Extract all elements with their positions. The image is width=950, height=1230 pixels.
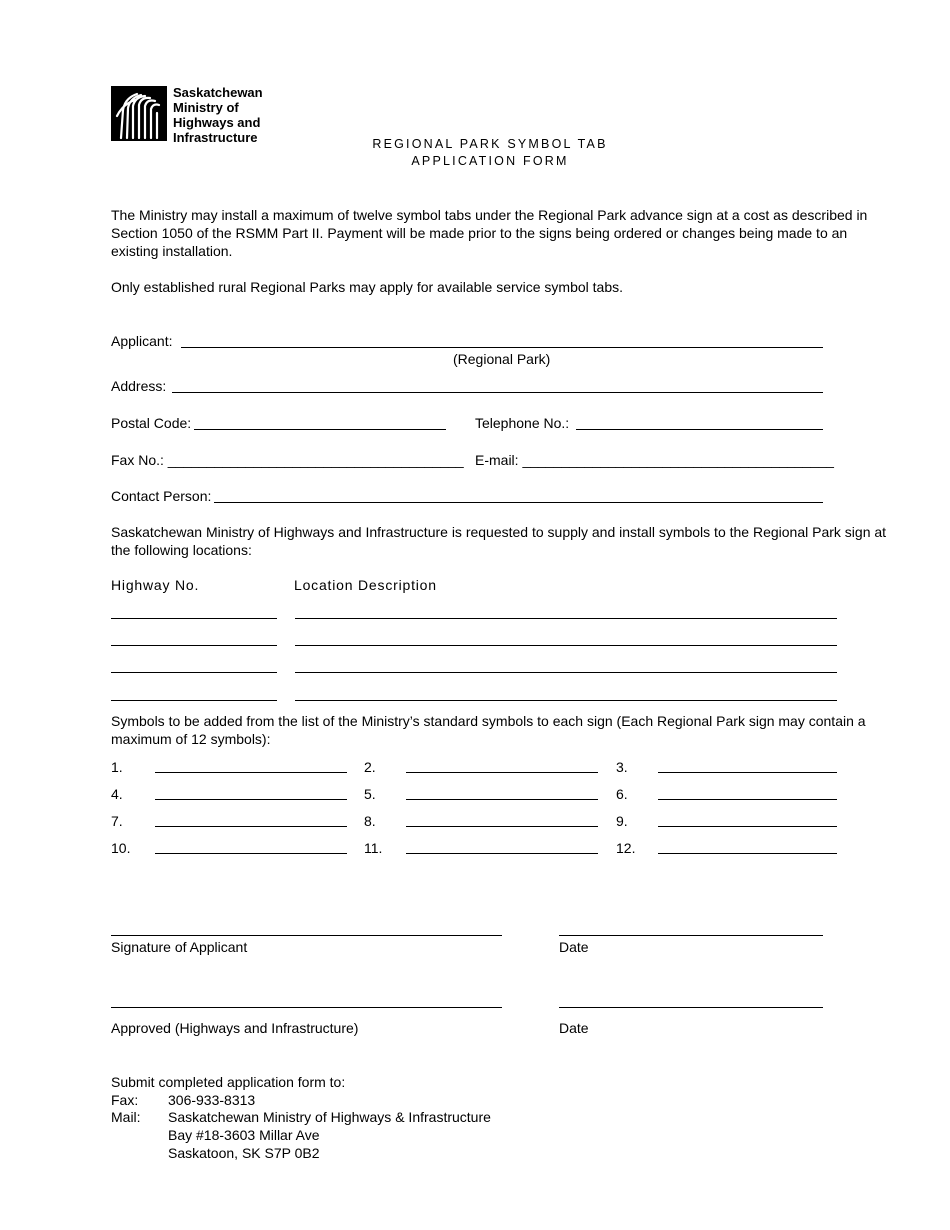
- applicant-label: Applicant:: [111, 333, 173, 349]
- address-input-line[interactable]: [172, 392, 823, 393]
- symbol-number: 10.: [111, 840, 131, 856]
- symbol-number: 12.: [616, 840, 636, 856]
- symbol-input-line[interactable]: [406, 853, 598, 854]
- eligibility-note: Only established rural Regional Parks may apply for available service symbol tabs.: [111, 279, 624, 295]
- applicant-signature-line[interactable]: [111, 935, 502, 936]
- logo-line: Saskatchewan: [173, 85, 263, 100]
- approval-signature-line[interactable]: [111, 1007, 502, 1008]
- email-label[interactable]: E-mail: ________________________________________: [475, 452, 834, 468]
- submit-fax-label: Fax:: [111, 1092, 139, 1108]
- applicant-date-label: Date: [559, 939, 589, 955]
- symbol-number: 1.: [111, 759, 123, 775]
- highway-input-line[interactable]: [111, 645, 277, 646]
- symbol-input-line[interactable]: [155, 826, 347, 827]
- submit-heading: Submit completed application form to:: [111, 1074, 346, 1090]
- postal-code-input-line[interactable]: [194, 429, 446, 430]
- submit-mail-line: Saskatoon, SK S7P 0B2: [168, 1145, 320, 1161]
- symbols-intro-text: Symbols to be added from the list of the Ministry’s standard symbols to each sign (Each Regional Park sign may contain a maximum of 12 symbols):: [111, 713, 866, 747]
- submit-fax-number: 306-933-8313: [168, 1092, 256, 1108]
- symbol-input-line[interactable]: [658, 853, 837, 854]
- ministry-logo-text: [173, 85, 263, 145]
- contact-person-label: Contact Person:: [111, 488, 212, 504]
- symbol-number: 8.: [364, 813, 376, 829]
- location-column-header: Location Description: [294, 577, 437, 593]
- symbol-number: 2.: [364, 759, 376, 775]
- telephone-input-line[interactable]: [576, 429, 823, 430]
- intro-paragraph: The Ministry may install a maximum of twelve symbol tabs under the Regional Park advance sign at a cost as described in Section 1050 of the RSMM Part II. Payment will be made prior to the signs being ordered or changes being made to an existing installation.: [111, 207, 868, 259]
- symbol-number: 4.: [111, 786, 123, 802]
- location-input-line[interactable]: [295, 700, 837, 701]
- form-title-line1: REGIONAL PARK SYMBOL TAB: [372, 137, 608, 151]
- applicant-input-line[interactable]: [181, 347, 823, 348]
- logo-line: Highways and: [173, 115, 261, 130]
- location-request-text: Saskatchewan Ministry of Highways and Infrastructure is requested to supply and install symbols to the Regional Park sign at the following locations:: [111, 524, 887, 558]
- submit-mail-line: Saskatchewan Ministry of Highways & Infrastructure: [168, 1109, 491, 1125]
- submit-mail-line: Bay #18-3603 Millar Ave: [168, 1127, 320, 1143]
- logo-line: Infrastructure: [173, 130, 258, 145]
- fax-label[interactable]: Fax No.: ______________________________________: [111, 452, 464, 468]
- symbol-number: 3.: [616, 759, 628, 775]
- location-input-line[interactable]: [295, 618, 837, 619]
- ministry-logo-mark: [111, 86, 167, 141]
- symbol-number: 11.: [364, 840, 383, 856]
- highway-column-header: Highway No.: [111, 577, 200, 593]
- symbol-number: 7.: [111, 813, 123, 829]
- address-label: Address:: [111, 378, 167, 394]
- approval-date-label: Date: [559, 1020, 589, 1036]
- symbol-input-line[interactable]: [406, 799, 598, 800]
- wheat-sheaf-icon: [111, 86, 167, 141]
- location-input-line[interactable]: [295, 645, 837, 646]
- applicant-date-line[interactable]: [559, 935, 823, 936]
- highway-input-line[interactable]: [111, 618, 277, 619]
- contact-person-input-line[interactable]: [214, 502, 823, 503]
- symbol-input-line[interactable]: [155, 799, 347, 800]
- symbol-input-line[interactable]: [155, 853, 347, 854]
- symbol-input-line[interactable]: [658, 772, 837, 773]
- applicant-caption: (Regional Park): [453, 351, 551, 367]
- applicant-signature-label: Signature of Applicant: [111, 939, 248, 955]
- telephone-label: Telephone No.:: [475, 415, 570, 431]
- postal-code-label: Postal Code:: [111, 415, 192, 431]
- symbol-input-line[interactable]: [406, 826, 598, 827]
- logo-line: Ministry of: [173, 100, 239, 115]
- symbol-number: 5.: [364, 786, 376, 802]
- symbol-number: 6.: [616, 786, 628, 802]
- form-title-line2: APPLICATION FORM: [411, 154, 569, 168]
- symbol-input-line[interactable]: [658, 799, 837, 800]
- symbol-number: 9.: [616, 813, 628, 829]
- submit-mail-label: Mail:: [111, 1109, 141, 1125]
- approval-date-line[interactable]: [559, 1007, 823, 1008]
- symbol-input-line[interactable]: [658, 826, 837, 827]
- symbol-input-line[interactable]: [406, 772, 598, 773]
- highway-input-line[interactable]: [111, 672, 277, 673]
- location-input-line[interactable]: [295, 672, 837, 673]
- highway-input-line[interactable]: [111, 700, 277, 701]
- approval-signature-label: Approved (Highways and Infrastructure): [111, 1020, 359, 1036]
- symbol-input-line[interactable]: [155, 772, 347, 773]
